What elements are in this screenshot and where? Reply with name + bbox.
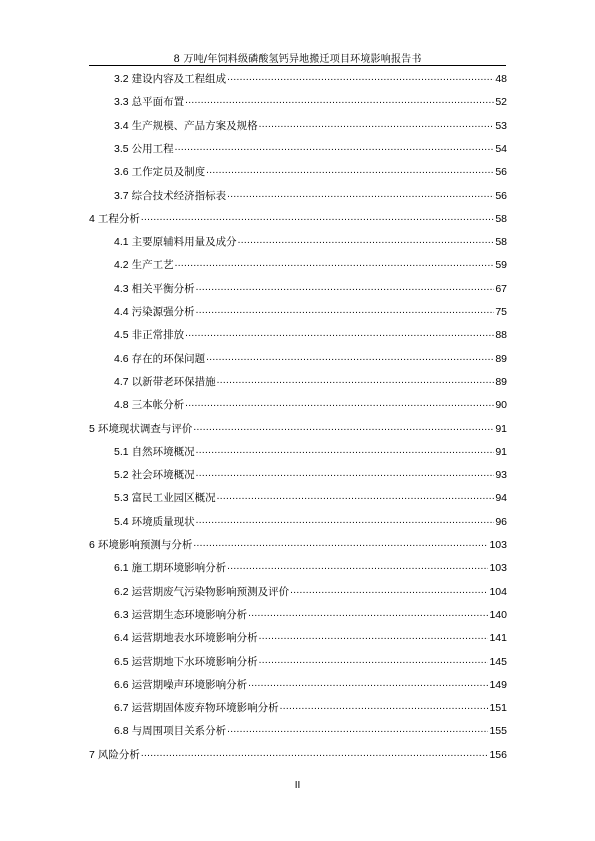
toc-entry[interactable] xyxy=(114,91,507,109)
toc-entry-page: 145 xyxy=(489,655,507,668)
toc-entry-number: 6.7 xyxy=(114,702,129,715)
toc-entry-title: 生产工艺 xyxy=(131,259,174,272)
toc-dot-leader xyxy=(141,212,494,226)
toc-entry-page: 53 xyxy=(495,119,507,132)
page-number: II xyxy=(294,780,301,791)
toc-entry-number: 3.4 xyxy=(114,119,129,132)
toc-entry-number: 4.2 xyxy=(114,259,129,272)
toc-entry-number: 5.1 xyxy=(114,445,129,458)
toc-entry[interactable] xyxy=(114,464,507,482)
toc-entry-title: 综合技术经济指标表 xyxy=(131,189,227,202)
toc-entry-page: 103 xyxy=(489,539,507,551)
toc-entry-title: 工作定员及制度 xyxy=(131,166,206,179)
toc-entry[interactable] xyxy=(114,674,507,692)
toc-entry-page: 93 xyxy=(495,469,507,482)
toc-entry-page: 149 xyxy=(489,678,507,691)
toc-entry-page: 90 xyxy=(495,399,507,412)
toc-dot-leader xyxy=(227,724,488,738)
toc-entry[interactable] xyxy=(114,324,507,342)
toc-entry-title: 相关平衡分析 xyxy=(131,282,195,295)
toc-entry[interactable] xyxy=(114,348,507,366)
toc-entry-title: 环境现状调查与评价 xyxy=(97,422,193,435)
toc-entry-number: 4.6 xyxy=(114,352,129,365)
toc-entry-title: 环境影响预测与分析 xyxy=(97,539,193,551)
toc-dot-leader xyxy=(248,678,488,692)
toc-entry-title: 三本帐分析 xyxy=(131,399,185,412)
toc-entry-number: 3.7 xyxy=(114,189,129,202)
toc-dot-leader xyxy=(238,235,495,249)
toc-entry[interactable] xyxy=(89,744,507,762)
toc-dot-leader xyxy=(217,491,495,505)
toc-entry-number: 4.7 xyxy=(114,375,129,388)
toc-dot-leader xyxy=(196,468,495,482)
toc-entry-page: 56 xyxy=(495,189,507,202)
toc-dot-leader xyxy=(193,538,488,552)
toc-dot-leader xyxy=(259,655,489,669)
toc-entry[interactable] xyxy=(114,697,507,715)
toc-entry[interactable] xyxy=(114,161,507,179)
toc-entry-number: 3.2 xyxy=(114,73,129,85)
toc-entry-title: 运营期生态环境影响分析 xyxy=(131,608,248,621)
toc-entry-number: 7 xyxy=(89,748,95,761)
toc-dot-leader xyxy=(227,561,488,575)
toc-entry-page: 58 xyxy=(495,212,507,225)
toc-entry-title: 总平面布置 xyxy=(131,96,185,109)
toc-entry[interactable] xyxy=(114,185,507,203)
running-header: 8 万吨/年饲料级磷酸氢钙异地搬迁项目环境影响报告书 xyxy=(173,54,422,65)
toc-entry-title: 运营期地下水环境影响分析 xyxy=(131,655,258,668)
toc-entry-number: 4.8 xyxy=(114,399,129,412)
toc-entry[interactable] xyxy=(114,604,507,622)
toc-entry[interactable] xyxy=(114,720,507,738)
toc-entry-title: 公用工程 xyxy=(131,142,174,155)
toc-entry-number: 5.3 xyxy=(114,492,129,505)
toc-dot-leader xyxy=(227,72,494,86)
toc-entry-title: 存在的环保问题 xyxy=(131,352,206,365)
toc-entry-title: 环境质量现状 xyxy=(131,515,195,528)
toc-entry-title: 运营期废气污染物影响预测及评价 xyxy=(131,585,290,598)
toc-entry-title: 以新带老环保措施 xyxy=(131,375,216,388)
toc-dot-leader xyxy=(206,352,494,366)
toc-dot-leader xyxy=(206,165,494,179)
toc-entry-number: 6.5 xyxy=(114,655,129,668)
toc-entry-number: 3.6 xyxy=(114,166,129,179)
toc-dot-leader xyxy=(248,608,488,622)
toc-entry[interactable] xyxy=(89,418,507,436)
toc-entry[interactable] xyxy=(114,301,507,319)
toc-entry-page: 141 xyxy=(489,632,507,645)
toc-entry-title: 非正常排放 xyxy=(131,329,185,342)
toc-entry-number: 6 xyxy=(89,539,95,551)
toc-entry[interactable] xyxy=(114,278,507,296)
toc-entry-title: 运营期噪声环境影响分析 xyxy=(131,678,248,691)
toc-entry-title: 运营期固体废弃物环境影响分析 xyxy=(131,702,279,715)
toc-entry-title: 运营期地表水环境影响分析 xyxy=(131,632,258,645)
toc-entry[interactable] xyxy=(114,254,507,272)
toc-entry-page: 59 xyxy=(495,259,507,272)
toc-dot-leader xyxy=(196,515,495,529)
toc-entry-page: 156 xyxy=(489,748,507,761)
toc-dot-leader xyxy=(280,701,489,715)
toc-entry-page: 56 xyxy=(495,166,507,179)
toc-entry-title: 社会环境概况 xyxy=(131,469,195,482)
toc-entry[interactable] xyxy=(89,208,507,226)
toc-dot-leader xyxy=(193,422,494,436)
toc-entry-page: 103 xyxy=(489,562,507,575)
toc-entry-number: 6.4 xyxy=(114,632,129,645)
toc-entry-number: 5.4 xyxy=(114,515,129,528)
toc-dot-leader xyxy=(259,631,489,645)
toc-entry-number: 4.1 xyxy=(114,236,129,249)
toc-entry-number: 6.1 xyxy=(114,562,129,575)
toc-entry-page: 96 xyxy=(495,515,507,528)
toc-entry-page: 54 xyxy=(495,142,507,155)
toc-dot-leader xyxy=(185,95,494,109)
toc-entry-title: 富民工业园区概况 xyxy=(131,492,216,505)
toc-entry-page: 91 xyxy=(495,445,507,458)
toc-entry-page: 67 xyxy=(495,282,507,295)
toc-entry[interactable] xyxy=(114,627,507,645)
header-rule xyxy=(89,65,506,66)
toc-entry[interactable] xyxy=(114,487,507,505)
toc-dot-leader xyxy=(290,585,488,599)
toc-entry-title: 施工期环境影响分析 xyxy=(131,562,227,575)
toc-entry-page: 151 xyxy=(489,702,507,715)
toc-entry-page: 58 xyxy=(495,236,507,249)
toc-entry[interactable] xyxy=(114,651,507,669)
toc-dot-leader xyxy=(196,445,495,459)
toc-entry-page: 140 xyxy=(489,608,507,621)
toc-entry[interactable] xyxy=(114,115,507,133)
toc-entry-number: 6.8 xyxy=(114,725,129,738)
toc-entry-title: 建设内容及工程组成 xyxy=(131,73,227,85)
toc-entry[interactable] xyxy=(114,68,507,86)
toc-entry-number: 4.4 xyxy=(114,306,129,318)
toc-dot-leader xyxy=(196,305,495,319)
toc-dot-leader xyxy=(175,142,495,156)
toc-entry[interactable] xyxy=(114,511,507,529)
toc-entry-page: 52 xyxy=(495,96,507,109)
toc-entry-title: 工程分析 xyxy=(97,212,140,225)
toc-entry-number: 5.2 xyxy=(114,469,129,482)
toc-entry-number: 4.3 xyxy=(114,282,129,295)
toc-entry-number: 4.5 xyxy=(114,329,129,342)
toc-entry[interactable] xyxy=(114,557,507,575)
toc-entry[interactable] xyxy=(114,581,507,599)
toc-entry-page: 155 xyxy=(489,725,507,738)
toc-entry-title: 风险分析 xyxy=(97,748,140,761)
toc-dot-leader xyxy=(185,398,494,412)
toc-entry-number: 3.5 xyxy=(114,142,129,155)
toc-entry-page: 91 xyxy=(495,422,507,435)
toc-entry-number: 4 xyxy=(89,212,95,225)
toc-entry-page: 89 xyxy=(495,352,507,365)
toc-entry[interactable] xyxy=(114,138,507,156)
toc-entry-title: 污染源强分析 xyxy=(131,306,195,318)
toc-entry-number: 3.3 xyxy=(114,96,129,109)
toc-entry-number: 6.6 xyxy=(114,678,129,691)
toc-entry[interactable] xyxy=(89,534,507,552)
toc-dot-leader xyxy=(141,748,489,762)
toc-entry-number: 6.2 xyxy=(114,585,129,598)
toc-entry-page: 75 xyxy=(495,306,507,318)
toc-dot-leader xyxy=(196,282,495,296)
toc-entry-title: 与周围项目关系分析 xyxy=(131,725,227,738)
toc-dot-leader xyxy=(175,258,495,272)
toc-entry[interactable] xyxy=(114,371,507,389)
toc-entry-page: 94 xyxy=(495,492,507,505)
toc-entry-page: 89 xyxy=(495,375,507,388)
toc-entry[interactable] xyxy=(114,441,507,459)
toc-entry-title: 主要原辅料用量及成分 xyxy=(131,236,237,249)
toc-entry-number: 5 xyxy=(89,422,95,435)
toc-dot-leader xyxy=(217,375,495,389)
toc-entry[interactable] xyxy=(114,231,507,249)
toc-dot-leader xyxy=(185,328,494,342)
toc-entry-title: 自然环境概况 xyxy=(131,445,195,458)
toc-entry-title: 生产规模、产品方案及规格 xyxy=(131,119,258,132)
toc-dot-leader xyxy=(227,189,494,203)
toc-entry-number: 6.3 xyxy=(114,608,129,621)
toc-dot-leader xyxy=(259,119,495,133)
toc-entry-page: 88 xyxy=(495,329,507,342)
toc-entry-page: 104 xyxy=(489,585,507,598)
toc-entry-page: 48 xyxy=(495,73,507,85)
toc-entry[interactable] xyxy=(114,394,507,412)
